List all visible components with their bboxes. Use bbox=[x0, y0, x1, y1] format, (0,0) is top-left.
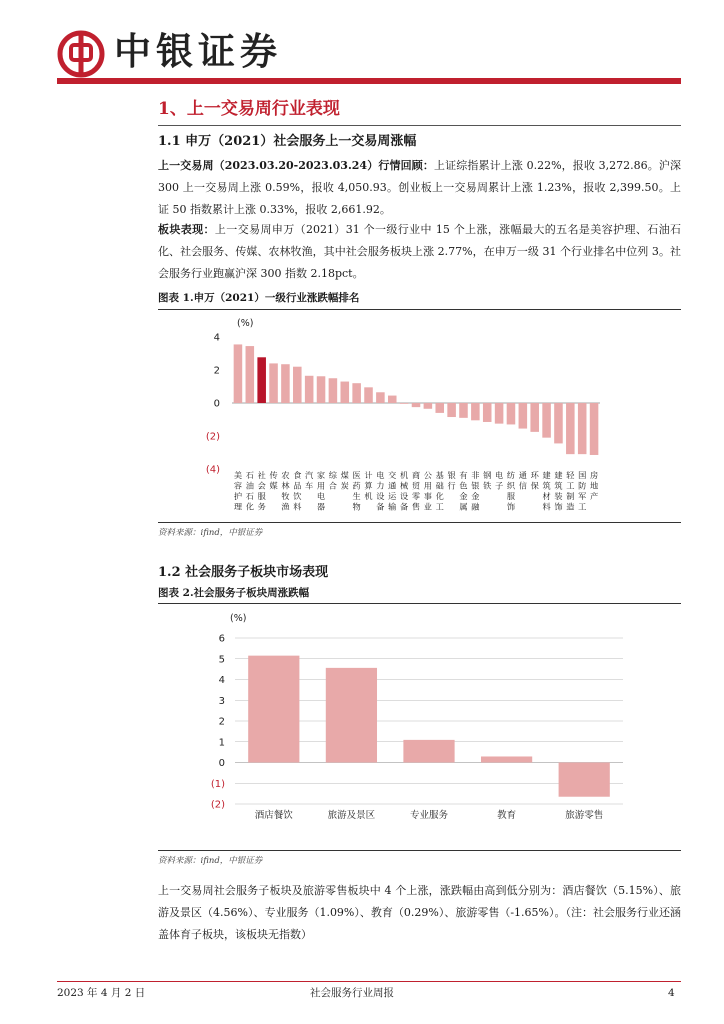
market-review-paragraph bbox=[158, 155, 681, 221]
x-tick-label: 家用电器 bbox=[316, 470, 326, 512]
bar bbox=[542, 403, 551, 438]
x-tick-label: 环保 bbox=[530, 470, 539, 491]
bar bbox=[317, 376, 326, 403]
x-tick-label: 传媒 bbox=[269, 470, 278, 491]
bar bbox=[329, 378, 338, 403]
bar bbox=[590, 403, 599, 455]
x-tick-label: 食品饮料 bbox=[293, 470, 302, 512]
x-tick-label: 纺织服饰 bbox=[506, 470, 516, 512]
bar bbox=[559, 763, 610, 797]
y-tick-label: 6 bbox=[218, 633, 225, 645]
x-tick-label: 通信 bbox=[518, 470, 527, 491]
bar bbox=[234, 344, 243, 403]
bar bbox=[519, 403, 528, 429]
bar bbox=[388, 396, 397, 403]
y-tick-label: 4 bbox=[213, 332, 220, 344]
sector-performance-paragraph bbox=[158, 219, 681, 285]
figure-2-bottom-rule bbox=[158, 850, 681, 851]
figure-2-top-rule bbox=[158, 603, 681, 604]
x-tick-label: 综合 bbox=[328, 470, 338, 491]
bar bbox=[435, 403, 444, 413]
y-tick-label: (2) bbox=[205, 431, 220, 443]
bar bbox=[364, 387, 373, 403]
x-tick-label: 专业服务 bbox=[409, 810, 449, 821]
x-tick-label: 农林牧渔 bbox=[281, 470, 290, 512]
bar bbox=[403, 740, 454, 763]
x-tick-label: 基础化工 bbox=[435, 470, 444, 512]
bar bbox=[281, 364, 290, 403]
sector-performance-text: 上一交易周申万（2021）31 个一级行业中 15 个上涨，涨幅最大的五名是美容护理、石油石化、社会服务、传媒、农林牧渔，其中社会服务板块上涨 2.77%，在申万一级 31 个行业排名中位列 3。社会服务行业跑赢沪深 300 指数 2.18pct。 bbox=[158, 223, 681, 280]
x-tick-label: 轻工制造 bbox=[566, 470, 575, 512]
brand-name: 中银证券 bbox=[114, 30, 282, 73]
x-tick-label: 银行 bbox=[447, 470, 456, 491]
subsection-title-2: 1.2 社会服务子板块市场表现 bbox=[158, 565, 329, 580]
bar bbox=[305, 376, 314, 403]
y-tick-label: (1) bbox=[210, 778, 225, 790]
bar bbox=[376, 392, 385, 403]
y-tick-label: (4) bbox=[205, 464, 220, 476]
y-tick-label: 5 bbox=[218, 654, 225, 666]
x-tick-label: 交通运输 bbox=[388, 470, 397, 512]
bar bbox=[326, 668, 377, 763]
x-tick-label: 美容护理 bbox=[233, 470, 243, 512]
header-rule bbox=[57, 78, 681, 84]
y-tick-label: 4 bbox=[218, 675, 225, 686]
section-rule bbox=[158, 125, 681, 126]
x-tick-label: 建筑装饰 bbox=[554, 470, 563, 512]
bar bbox=[578, 403, 587, 454]
x-tick-label: 医药生物 bbox=[352, 470, 361, 512]
figure-1-top-rule bbox=[158, 309, 681, 310]
footer-report-title: 社会服务行业周报 bbox=[310, 987, 394, 999]
figure-2-source: 资料来源：ifind，中银证券 bbox=[158, 856, 263, 866]
footer-date: 2023 年 4 月 2 日 bbox=[57, 987, 146, 999]
x-tick-label: 国防军工 bbox=[578, 470, 587, 512]
y-axis-unit: (%) bbox=[230, 613, 247, 624]
section-title: 1、上一交易周行业表现 bbox=[158, 99, 340, 119]
figure-2-chart bbox=[158, 606, 681, 846]
x-tick-label: 石油石化 bbox=[245, 470, 254, 512]
bar bbox=[566, 403, 575, 454]
bar bbox=[471, 403, 480, 420]
footer-rule bbox=[57, 981, 681, 982]
x-tick-label: 旅游及景区 bbox=[327, 810, 376, 821]
x-tick-label: 教育 bbox=[497, 810, 517, 821]
bar bbox=[352, 383, 361, 403]
bar bbox=[459, 403, 468, 418]
bar bbox=[257, 357, 266, 403]
y-tick-label: 2 bbox=[213, 365, 220, 377]
bar bbox=[483, 403, 492, 422]
x-tick-label: 非银金融 bbox=[471, 470, 480, 512]
bar bbox=[554, 403, 563, 443]
bar bbox=[400, 403, 409, 404]
y-tick-label: (2) bbox=[210, 799, 225, 811]
y-tick-label: 3 bbox=[218, 695, 225, 707]
figure-1-title: 图表 1.申万（2021）一级行业涨跌幅排名 bbox=[158, 292, 360, 304]
market-review-text: 上证综指累计上涨 0.22%，报收 3,272.86。沪深 300 上一交易周上涨 0.59%，报收 4,050.93。创业板上一交易周累计上涨 1.23%，报收 2,399.50。上证 50 指数累计上涨 0.33%，报收 2,661.92。 bbox=[158, 159, 681, 216]
x-tick-label: 商贸零售 bbox=[411, 470, 421, 512]
x-tick-label: 汽车 bbox=[305, 470, 314, 491]
y-tick-label: 0 bbox=[213, 398, 220, 410]
bar bbox=[293, 367, 302, 403]
y-tick-label: 2 bbox=[218, 716, 225, 728]
x-tick-label: 酒店餐饮 bbox=[254, 810, 293, 821]
x-tick-label: 电子 bbox=[494, 470, 504, 491]
figure-1-source: 资料来源：ifind，中银证券 bbox=[158, 528, 263, 538]
x-tick-label: 有色金属 bbox=[459, 470, 468, 512]
x-tick-label: 社会服务 bbox=[257, 470, 266, 512]
boc-logo-icon bbox=[57, 30, 105, 78]
bar bbox=[412, 403, 421, 407]
market-review-label: 上一交易周（2023.03.20-2023.03.24）行情回顾： bbox=[158, 159, 434, 172]
bar bbox=[246, 346, 255, 403]
y-tick-label: 1 bbox=[218, 737, 225, 749]
bar bbox=[481, 756, 532, 762]
bar bbox=[447, 403, 456, 417]
x-tick-label: 机械设备 bbox=[400, 470, 409, 512]
x-tick-label: 计算机 bbox=[364, 470, 373, 501]
figure-1-bottom-rule bbox=[158, 522, 681, 523]
figure-1-chart bbox=[158, 312, 681, 520]
sector-performance-label: 板块表现： bbox=[158, 223, 215, 236]
x-tick-label: 建筑材料 bbox=[542, 470, 551, 512]
subsection-title-1: 1.1 申万（2021）社会服务上一交易周涨幅 bbox=[158, 134, 417, 149]
bar bbox=[424, 403, 433, 409]
bar bbox=[269, 363, 278, 403]
bar bbox=[495, 403, 504, 424]
x-tick-label: 电力设备 bbox=[376, 470, 385, 512]
x-tick-label: 钢铁 bbox=[483, 470, 492, 491]
x-tick-label: 旅游零售 bbox=[565, 810, 604, 821]
x-tick-label: 煤炭 bbox=[340, 470, 349, 491]
bar bbox=[341, 382, 350, 403]
x-tick-label: 房地产 bbox=[589, 470, 599, 501]
y-tick-label: 0 bbox=[218, 758, 225, 769]
bar bbox=[248, 656, 299, 763]
footer-page-number: 4 bbox=[668, 987, 675, 999]
bar bbox=[530, 403, 539, 432]
x-tick-label: 公用事业 bbox=[423, 470, 432, 512]
sub-sector-paragraph: 上一交易周社会服务子板块及旅游零售板块中 4 个上涨，涨跌幅由高到低分别为：酒店餐饮（5.15%）、旅游及景区（4.56%）、专业服务（1.09%）、教育（0.29%）、旅游零售（-1.65%）。（注：社会服务行业还涵盖体育子板块，该板块无指数） bbox=[158, 884, 681, 941]
y-axis-unit: (%) bbox=[237, 318, 254, 329]
figure-2-title: 图表 2.社会服务子板块周涨跌幅 bbox=[158, 587, 310, 599]
bar bbox=[507, 403, 516, 424]
